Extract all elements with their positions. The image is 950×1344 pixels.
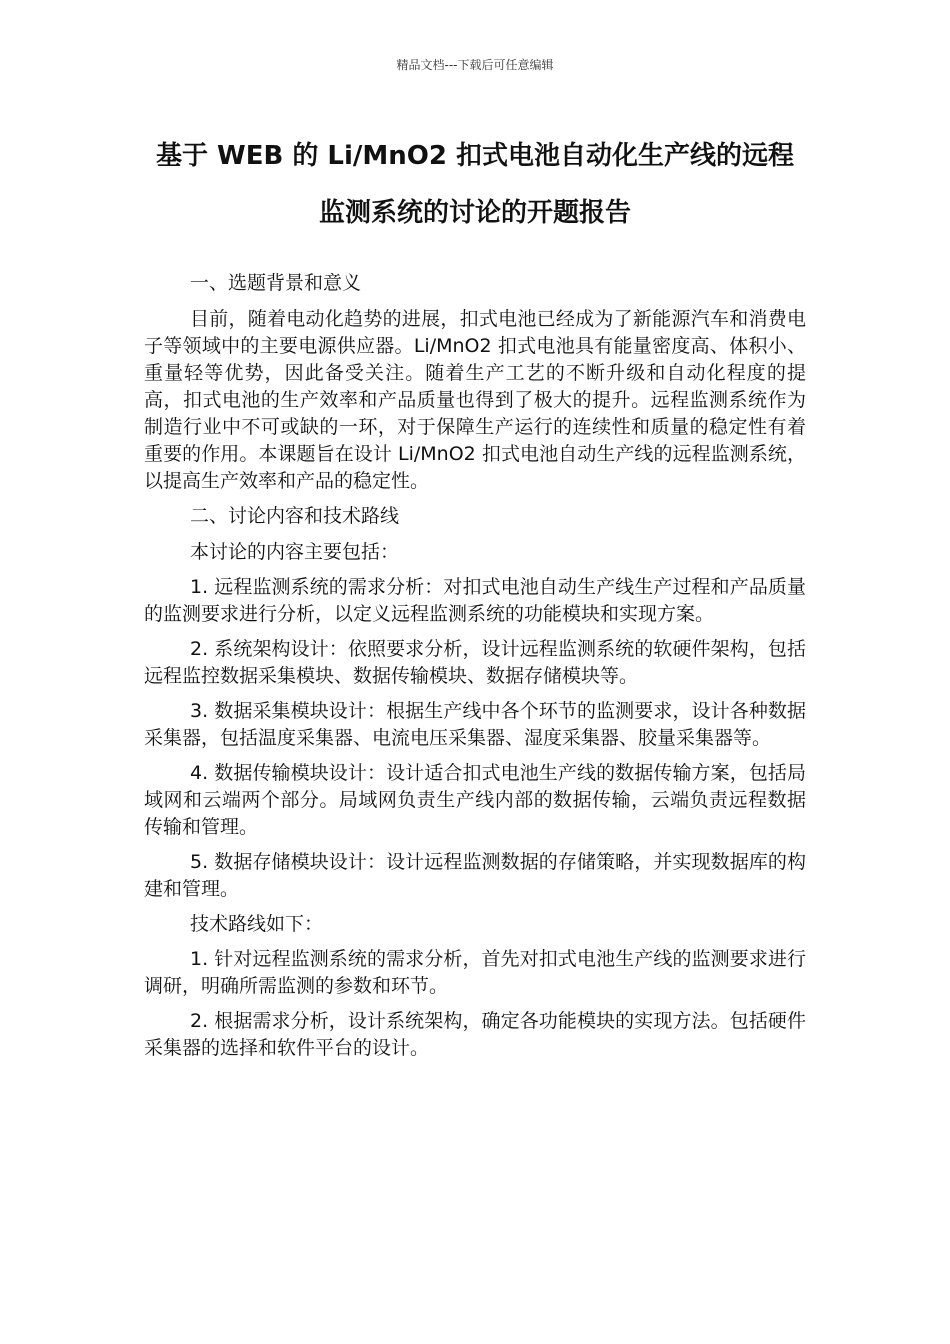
list-item-content-1: 1. 远程监测系统的需求分析：对扣式电池自动生产线生产过程和产品质量的监测要求进行分析，以定义远程监测系统的功能模块和实现方案。 (144, 576, 806, 625)
list-item-content-3: 3. 数据采集模块设计：根据生产线中各个环节的监测要求，设计各种数据采集器，包括温度采集器、电流电压采集器、湿度采集器、胶量采集器等。 (144, 700, 806, 749)
document-body (144, 270, 806, 1070)
paragraph-research-intro: 本讨论的内容主要包括： (190, 541, 400, 563)
document-title-line-2: 监测系统的讨论的开题报告 (318, 198, 631, 228)
section-heading-research: 二、讨论内容和技术路线 (190, 505, 400, 527)
list-item-content-5: 5. 数据存储模块设计：设计远程监测数据的存储策略，并实现数据库的构建和管理。 (144, 851, 806, 900)
paragraph-background: 目前，随着电动化趋势的进展，扣式电池已经成为了新能源汽车和消费电子等领域中的主要电源供应器。Li/MnO2 扣式电池具有能量密度高、体积小、重量轻等优势，因此备受关注。随着生产工艺的不断升级和自动化程度的提高，扣式电池的生产效率和产品质量也得到了极大的提升。远程监测系统作为制造行业中不可或缺的一环，对于保障生产运行的连续性和质量的稳定性有着重要的作用。本课题旨在设计 Li/MnO2 扣式电池自动生产线的远程监测系统，以提高生产效率和产品的稳定性。 (144, 308, 806, 492)
document-title-line-1: 基于 WEB 的 Li/MnO2 扣式电池自动化生产线的远程 (155, 141, 795, 171)
section-heading-background: 一、选题背景和意义 (190, 272, 362, 294)
paragraph-route-intro: 技术路线如下： (190, 913, 324, 935)
list-item-content-4: 4. 数据传输模块设计：设计适合扣式电池生产线的数据传输方案，包括局域网和云端两个部分。局域网负责生产线内部的数据传输，云端负责远程数据传输和管理。 (144, 762, 806, 838)
header-note: 精品文档---下载后可任意编辑 (396, 58, 554, 72)
list-item-route-2: 2. 根据需求分析，设计系统架构，确定各功能模块的实现方法。包括硬件采集器的选择和软件平台的设计。 (144, 1010, 806, 1059)
list-item-content-2: 2. 系统架构设计：依照要求分析，设计远程监测系统的软硬件架构，包括远程监控数据采集模块、数据传输模块、数据存储模块等。 (144, 638, 806, 687)
list-item-route-1: 1. 针对远程监测系统的需求分析，首先对扣式电池生产线的监测要求进行调研，明确所需监测的参数和环节。 (144, 948, 806, 997)
